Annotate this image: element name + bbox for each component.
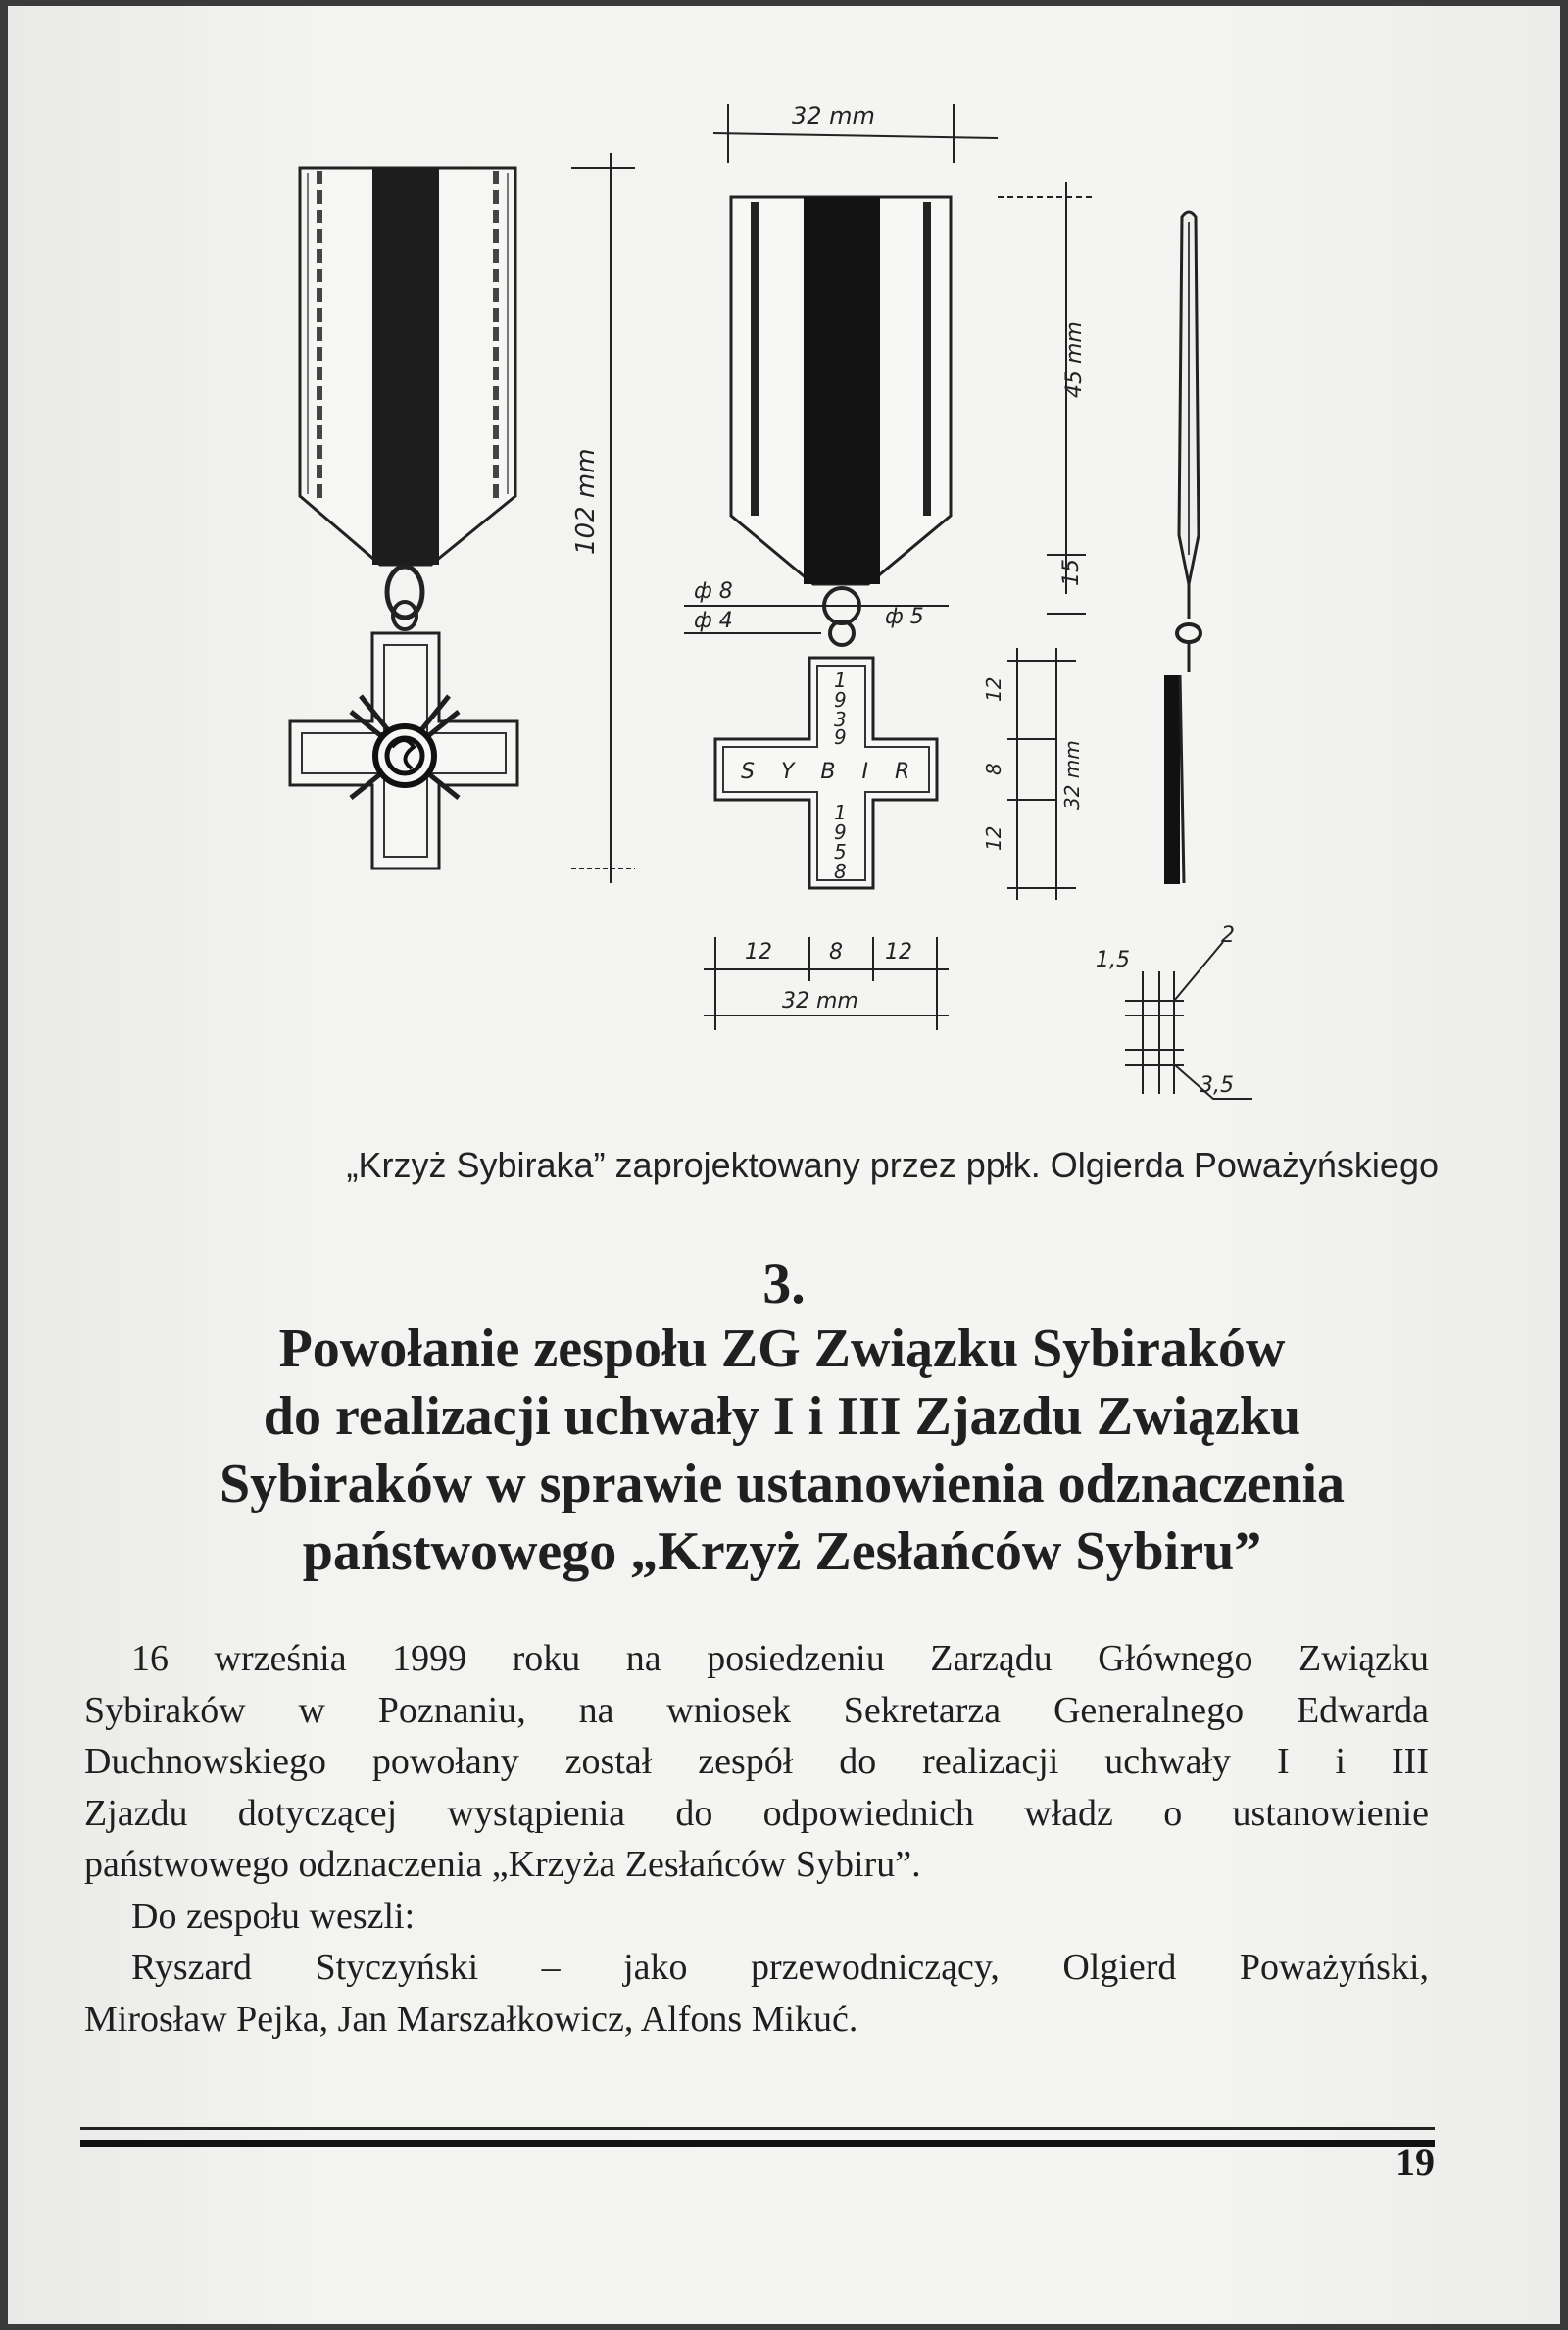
section-title: [86, 1315, 1478, 1586]
cross-digit: 5: [834, 840, 847, 864]
medal-side-view: [1096, 212, 1252, 1099]
cross-digit: 8: [834, 860, 847, 883]
dim-cross-arm-top: 12: [982, 676, 1005, 702]
cross-digit: 3: [834, 708, 847, 731]
dim-section-a: 1,5: [1096, 948, 1130, 972]
medal-technical-drawing: [8, 6, 1560, 1133]
dim-bottom-left: 12: [745, 940, 772, 965]
book-page: [8, 6, 1560, 2324]
paragraph-line: 16 września 1999 roku na posiedzeniu Zarządu Głównego Związku: [131, 1638, 1429, 1679]
page-number: 19: [1396, 2140, 1435, 2184]
dim-section-c: 3,5: [1200, 1073, 1234, 1098]
medal-pictorial: [290, 153, 635, 883]
paragraph-1: [84, 1633, 1429, 1891]
paragraph-line: Zjazdu dotyczącej wystąpienia do odpowiednich władz o ustanowienie: [84, 1792, 1429, 1834]
dim-ring-wire: ф 5: [885, 605, 924, 629]
paragraph-line: Sybiraków w Poznaniu, na wniosek Sekretarza Generalnego Edwarda: [84, 1689, 1429, 1731]
dim-width-top: 32 mm: [792, 102, 875, 129]
dim-bottom-right: 12: [885, 940, 912, 965]
paragraph-3: [84, 1942, 1429, 2045]
cross-digit: 9: [834, 688, 847, 712]
dim-ribbon-height: 45 mm: [1062, 322, 1087, 398]
dim-height-total: 102 mm: [571, 448, 601, 555]
paragraph-line: Mirosław Pejka, Jan Marszałkowicz, Alfons Mikuć.: [84, 1998, 858, 2040]
dim-cross-arm-bottom: 12: [982, 825, 1005, 851]
cross-digit: 1: [834, 801, 847, 824]
dim-cross-height: 32 mm: [1060, 740, 1084, 810]
dim-bottom-total: 32 mm: [782, 989, 858, 1014]
dim-cross-center: 8: [982, 763, 1005, 775]
paragraph-line: Duchnowskiego powołany został zespół do realizacji uchwały I i III: [84, 1741, 1429, 1782]
cross-digit: 1: [834, 669, 847, 692]
dim-ring-inner: ф 4: [694, 609, 733, 633]
footer-rule: [80, 2127, 1435, 2147]
section-title-line: Powołanie zespołu ZG Związku Sybiraków: [278, 1318, 1286, 1379]
paragraph-line: Do zespołu weszli:: [131, 1895, 416, 1937]
medal-front-view: [684, 102, 1096, 1030]
cross-digit: 9: [834, 820, 847, 844]
dim-ring-outer: ф 8: [694, 579, 733, 604]
cross-digit: 9: [834, 725, 847, 749]
section-title-line: do realizacji uchwały I i III Zjazdu Związku: [263, 1386, 1301, 1447]
dim-section-b: 2: [1221, 923, 1235, 948]
paragraph-line: Ryszard Styczyński – jako przewodniczący, Olgierd Poważyński,: [131, 1947, 1429, 1988]
figure-caption: „Krzyż Sybiraka” zaprojektowany przez ppłk. Olgierda Poważyńskiego: [346, 1145, 1439, 1185]
paragraph-2: [84, 1891, 1429, 1943]
section-number: 3.: [762, 1252, 806, 1315]
cross-text-horizontal: S Y B I R: [741, 760, 920, 784]
section-title-line: państwowego „Krzyż Zesłańców Sybiru”: [302, 1521, 1262, 1582]
section-title-line: Sybiraków w sprawie ustanowienia odznaczenia: [219, 1454, 1346, 1514]
paragraph-line: państwowego odznaczenia „Krzyża Zesłańców Sybiru”.: [84, 1844, 921, 1885]
dim-link-height: 15: [1059, 559, 1084, 586]
dim-bottom-mid: 8: [829, 940, 843, 965]
body-text: [84, 1633, 1429, 2045]
